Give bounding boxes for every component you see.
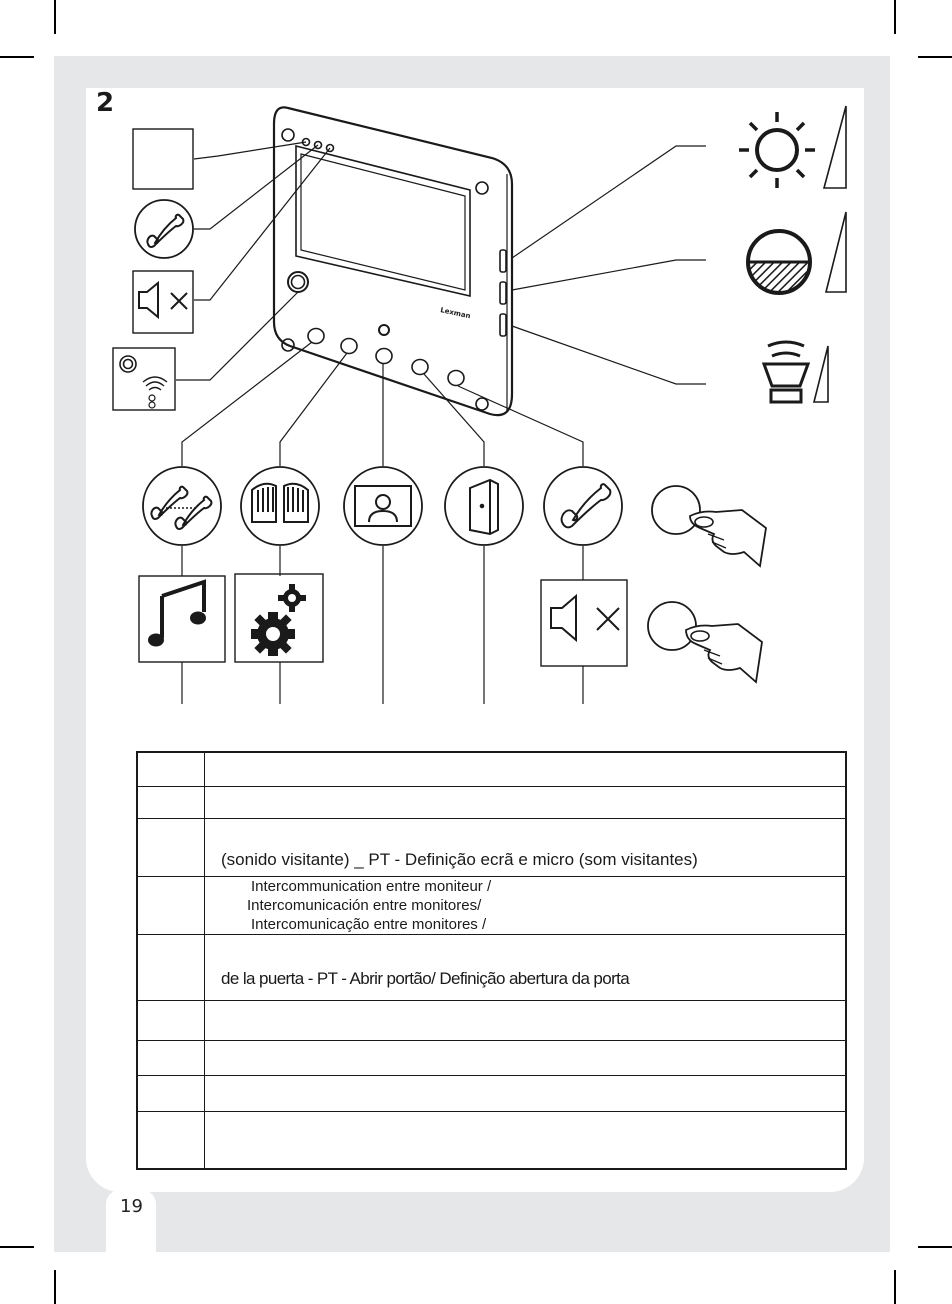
- table-cell: [205, 876, 847, 934]
- table-row: [137, 1075, 846, 1111]
- device-button: [376, 349, 392, 364]
- short-press-icon: [652, 486, 766, 566]
- intercom-text-block: [205, 877, 845, 934]
- settings-gear-icon: [235, 574, 323, 662]
- legend-table: [136, 751, 847, 1170]
- table-cell: [205, 1111, 847, 1169]
- table-cell: [137, 1111, 205, 1169]
- monitor-device: [274, 107, 512, 415]
- device-button: [448, 371, 464, 386]
- table-cell: [205, 1040, 847, 1075]
- section-number: 2: [96, 88, 115, 118]
- table-cell: [205, 1075, 847, 1111]
- intercom-text-fr: Intercommunication entre moniteur /: [251, 877, 492, 895]
- table-row: [137, 1000, 846, 1040]
- table-row: [137, 876, 846, 934]
- table-cell: [137, 876, 205, 934]
- device-button: [308, 329, 324, 344]
- table-cell: [205, 752, 847, 786]
- mute-icon: [541, 580, 627, 666]
- table-cell: [137, 1000, 205, 1040]
- screw-hole: [476, 398, 488, 410]
- device-button: [341, 339, 357, 354]
- table-cell: [137, 786, 205, 818]
- mute-speaker-icon: [133, 271, 193, 333]
- table-row: [137, 786, 846, 818]
- answer-call-icon: [544, 467, 622, 545]
- gate-icon: [241, 467, 319, 545]
- doorbell-sensor-icon: [113, 348, 175, 410]
- device-button: [412, 360, 428, 375]
- music-note-icon: [139, 576, 225, 662]
- door-icon: [445, 467, 523, 545]
- page-number: 19: [120, 1196, 143, 1217]
- table-row: [137, 934, 846, 1000]
- table-row: [137, 1040, 846, 1075]
- table-cell: [205, 1000, 847, 1040]
- intercom-icon: [143, 467, 221, 545]
- camera-view-icon: [344, 467, 422, 545]
- table-cell: [137, 934, 205, 1000]
- led-indicator-box: [133, 129, 193, 189]
- gate-door-text: de la puerta - PT - Abrir portão/ Definição abertura da porta: [221, 968, 630, 988]
- volume-icon: [764, 342, 828, 402]
- table-cell: [205, 786, 847, 818]
- screw-hole: [282, 129, 294, 141]
- intercom-text-pt: Intercomunicação entre monitores /: [251, 915, 487, 933]
- long-press-icon: [648, 602, 762, 682]
- table-cell: [137, 818, 205, 876]
- intercom-text-es: Intercomunicación entre monitores/: [247, 896, 482, 914]
- table-row: [137, 752, 846, 786]
- table-row: [137, 1111, 846, 1169]
- table-cell: [137, 1075, 205, 1111]
- handset-icon: [135, 200, 193, 258]
- brightness-icon: [739, 106, 846, 188]
- table-cell: [205, 934, 847, 1000]
- table-cell: [137, 752, 205, 786]
- screen-mic-setting-text: (sonido visitante) _ PT - Definição ecrã e micro (som visitantes): [221, 849, 698, 869]
- table-cell: [137, 1040, 205, 1075]
- brand-label: Lexman: [439, 306, 472, 321]
- screw-hole: [476, 182, 488, 194]
- contrast-icon: [748, 212, 846, 293]
- table-row: [137, 818, 846, 876]
- table-cell: [205, 818, 847, 876]
